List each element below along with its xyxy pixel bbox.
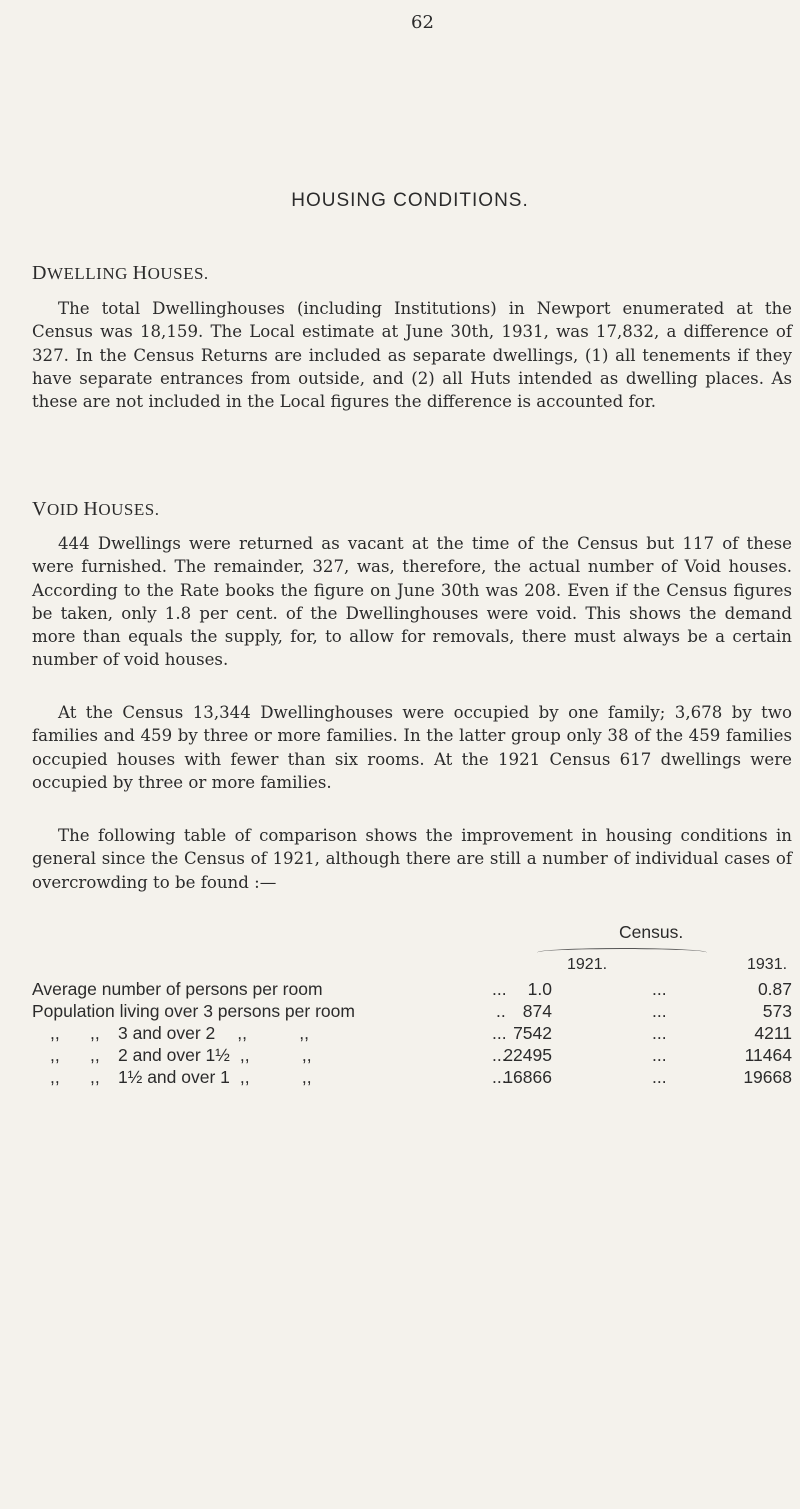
row-label: ,, ,, 2 and over 1½ ,, ,, — [50, 1045, 312, 1065]
value-1921: 22495 — [503, 1045, 552, 1065]
paragraph-comparison-intro: The following table of comparison shows the improvement in housing conditions in general since the Census of 1921, although there are still a number of individual cases of overcrowding to be found :— — [32, 826, 792, 892]
paragraph-void-houses: 444 Dwellings were returned as vacant at the time of the Census but 117 of these were furnished. The remainder, 327, was, therefore, the actual number of Void houses. According to the Rate books the figure on June 30th was 208. Even if the Census figures be taken, only 1.8 per cent. of the Dwellinghouses were void. This shows the demand more than equals the supply, for, to allow for removals, there must always be a certain number of void houses. — [32, 534, 792, 670]
census-group-header: Census. — [619, 922, 684, 942]
value-1921: 874 — [522, 1001, 552, 1021]
page-title: HOUSING CONDITIONS. — [291, 190, 529, 211]
leader-dots: .. — [496, 1001, 506, 1021]
year-header-1921: 1921. — [567, 956, 608, 973]
table-row — [32, 1067, 792, 1089]
leader-dots: ... — [652, 1023, 667, 1043]
value-1921: 7542 — [513, 1023, 552, 1043]
value-1931: 0.87 — [757, 979, 792, 999]
value-1931: 4211 — [754, 1023, 792, 1043]
leader-dots: ... — [492, 1023, 507, 1043]
table-row — [32, 1023, 792, 1045]
section-heading-void-houses: VOID HOUSES. — [32, 498, 160, 520]
value-1931: 573 — [762, 1001, 792, 1021]
value-1931: 19668 — [743, 1067, 792, 1087]
paragraph-dwelling-houses: The total Dwellinghouses (including Institutions) in Newport enumerated at the Census was 18,159. The Local estimate at June 30th, 1931, was 17,832, a difference of 327. In the Census Returns are included as separate dwellings, (1) all tenements if they have separate entrances from outside, and (2) all Huts intended as dwelling places. As these are not included in the Local figures the difference is accounted for. — [32, 299, 792, 412]
leader-dots: ... — [652, 1001, 667, 1021]
table-row — [32, 979, 792, 1001]
row-label: Average number of persons per room — [32, 979, 323, 999]
value-1931: 11464 — [744, 1045, 792, 1065]
page-number: 62 — [411, 12, 434, 33]
row-label: ,, ,, 1½ and over 1 ,, ,, — [50, 1067, 312, 1087]
section-heading-dwelling-houses: DWELLING HOUSES. — [32, 262, 209, 284]
leader-dots: ... — [652, 979, 667, 999]
row-label: ,, ,, 3 and over 2 ,, ,, — [50, 1023, 310, 1043]
table-row — [32, 1001, 792, 1023]
leader-dots: ... — [492, 1067, 507, 1087]
leader-dots: ... — [652, 1067, 667, 1087]
year-header-1931: 1931. — [747, 956, 788, 973]
row-label: Population living over 3 persons per room — [32, 1001, 355, 1021]
leader-dots: ... — [652, 1045, 667, 1065]
leader-dots: ... — [492, 1045, 507, 1065]
census-brace — [537, 948, 707, 957]
paragraph-census-occupancy: At the Census 13,344 Dwellinghouses were occupied by one family; 3,678 by two families and 459 by three or more families. In the latter group only 38 of the 459 families occupied houses with fewer than six rooms. At the 1921 Census 617 dwellings were occupied by three or more families. — [32, 703, 792, 792]
table-row — [32, 1045, 792, 1067]
leader-dots: ... — [492, 979, 507, 999]
value-1921: 16866 — [503, 1067, 552, 1087]
value-1921: 1.0 — [527, 979, 552, 999]
